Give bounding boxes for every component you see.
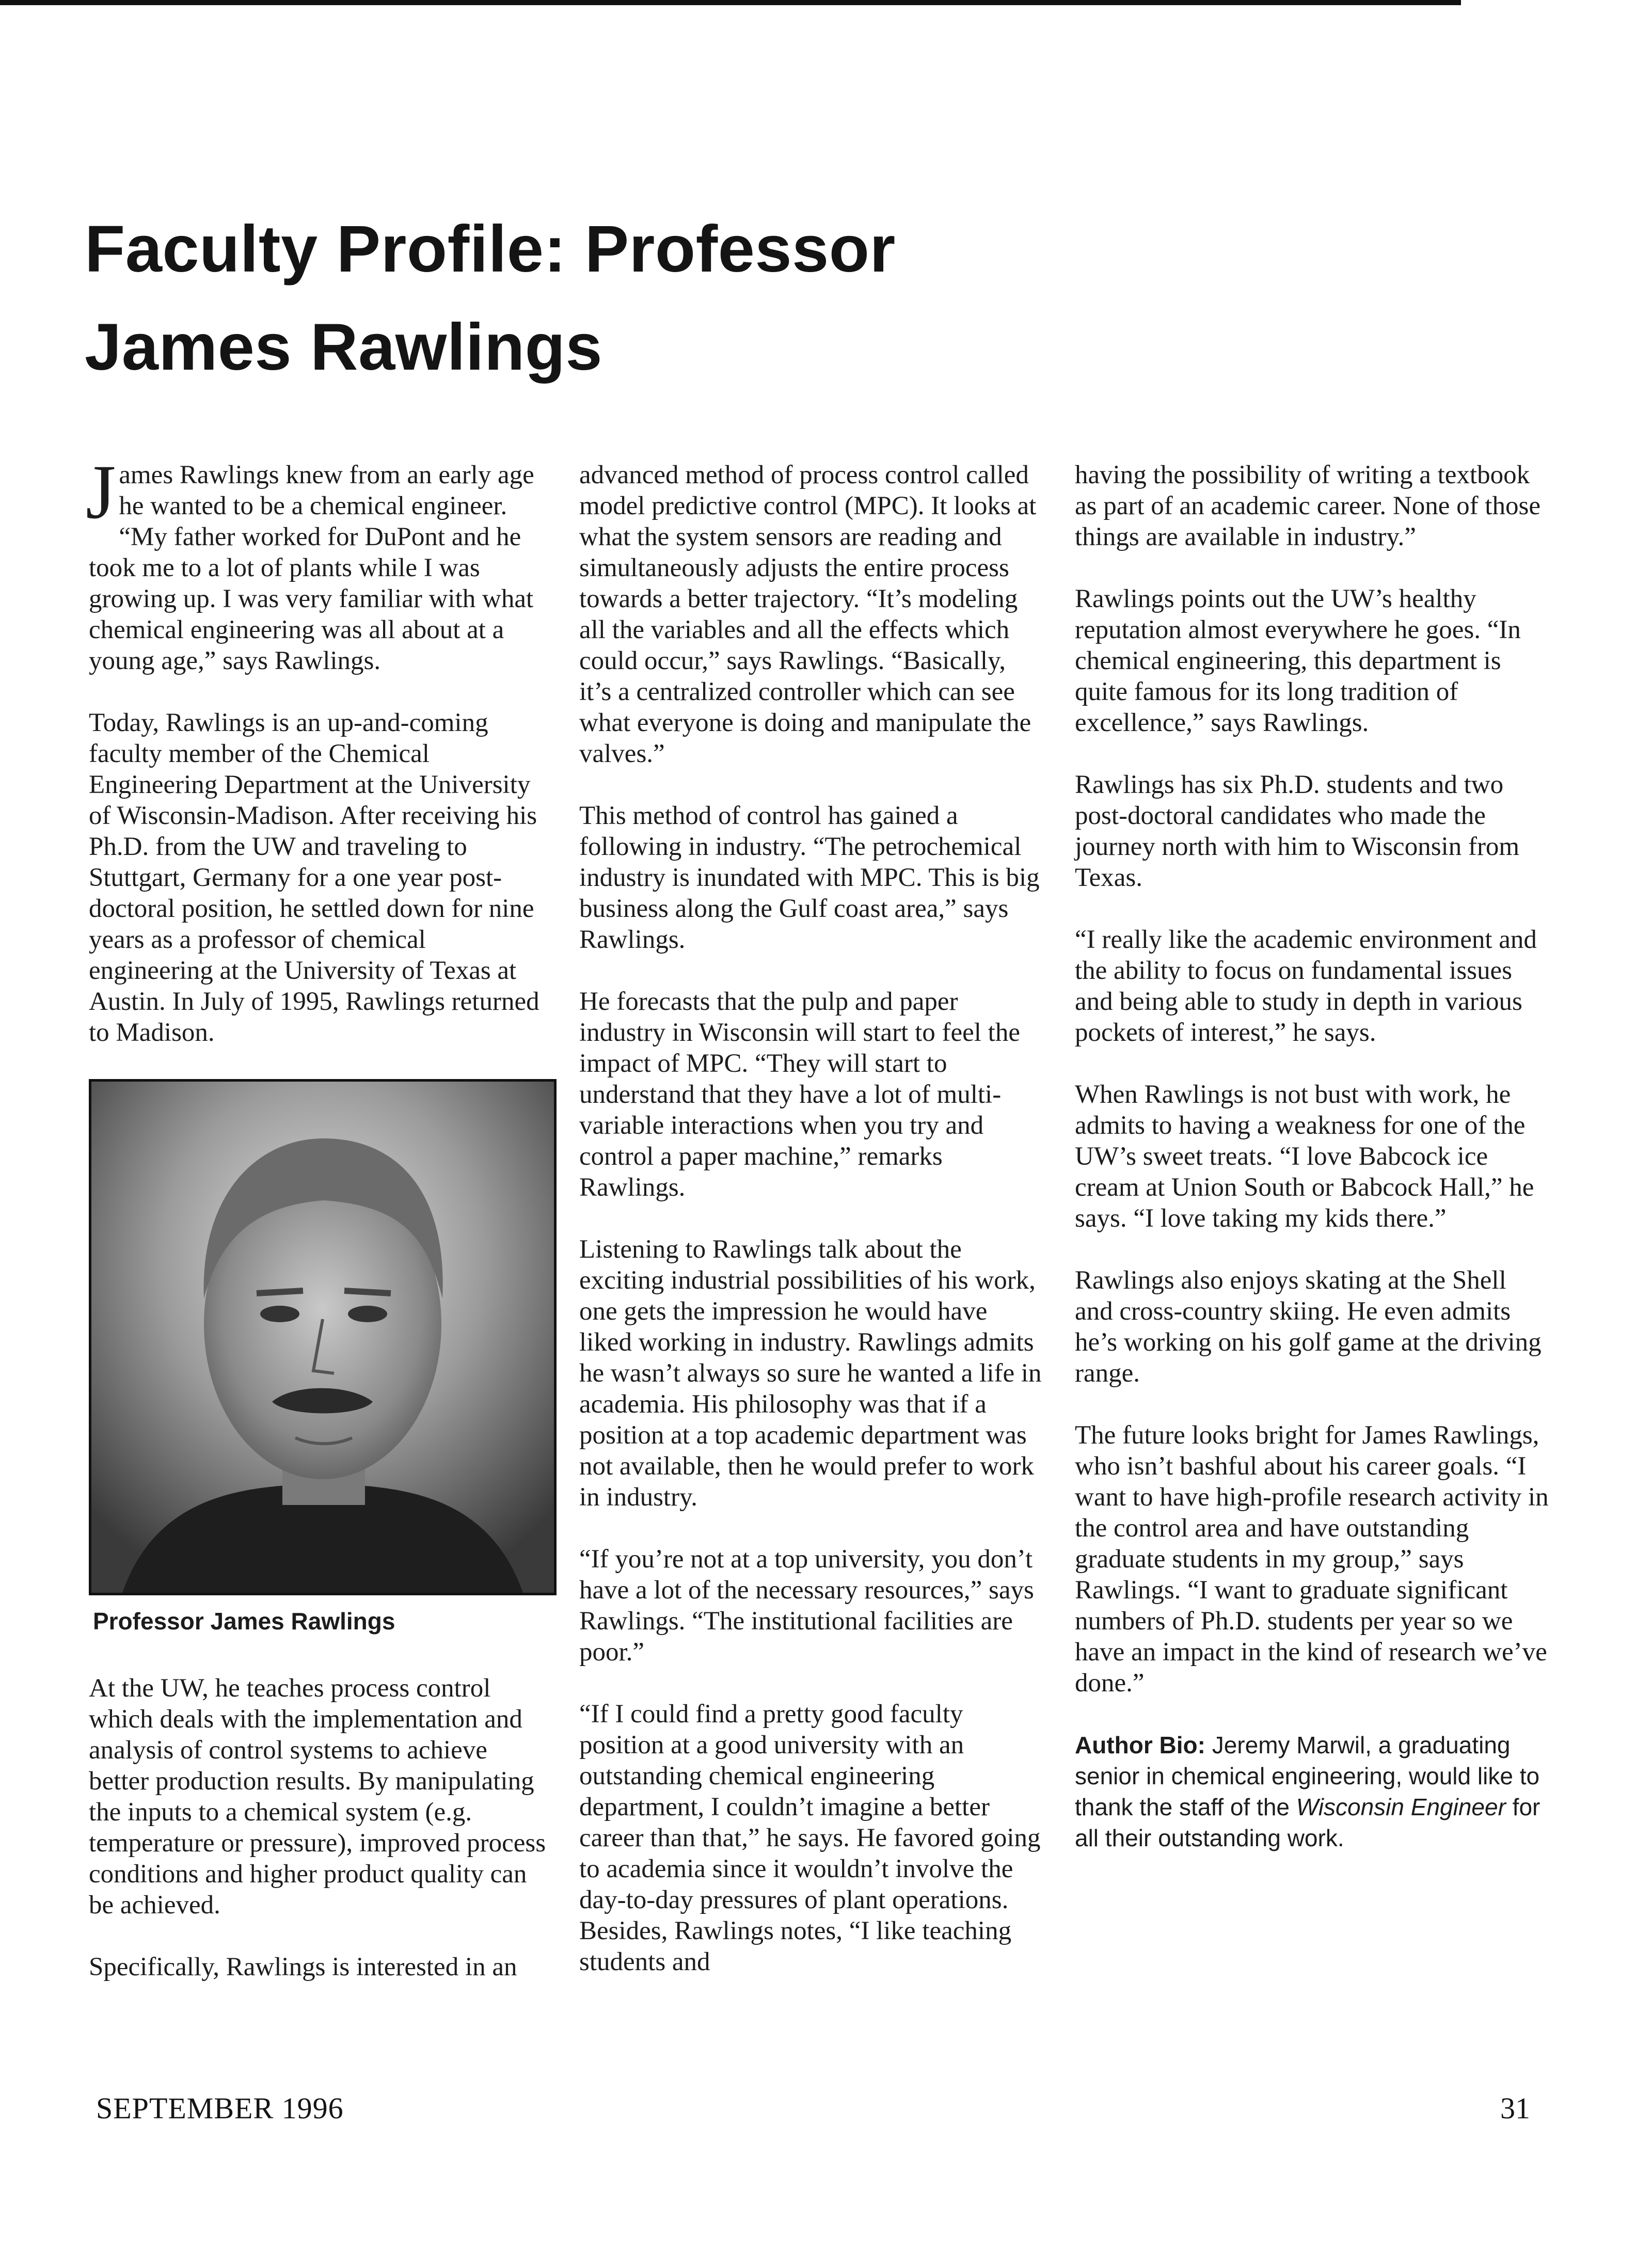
paragraph: “If you’re not at a top university, you don’t have a lot of the necessary resources,” says Rawlings. “The institutional facilities are poor.” xyxy=(579,1545,1034,1667)
paragraph-text: ames Rawlings knew from an early age he wanted to be a chemical engineer. “My father worked for DuPont and he took me to a lot of plants while I was growing up. I was very familiar with what chemical engineering was all about at a young age,” says Rawlings. xyxy=(89,461,534,675)
column-3 xyxy=(1075,459,1550,1853)
author-bio-text-end: for all their outstanding work. xyxy=(1075,1794,1540,1851)
page-number: 31 xyxy=(1500,2091,1530,2125)
author-bio-label: Author Bio: xyxy=(1075,1732,1205,1758)
author-bio-text: Jeremy Marwil, a graduating senior in chemical engineering, would like to thank the staff of the xyxy=(1075,1732,1540,1820)
paragraph: Rawlings points out the UW’s healthy reputation almost everywhere he goes. “In chemical engineering, this department is quite famous for its long tradition of excellence,” says Rawlings. xyxy=(1075,584,1521,737)
paragraph: Today, Rawlings is an up-and-coming faculty member of the Chemical Engineering Department at the University of Wisconsin-Madison. After receiving his Ph.D. from the UW and traveling to Stuttgart, Germany for a one year post-doctoral position, he settled down for nine years as a professor of chemical engineering at the University of Texas at Austin. In July of 1995, Rawlings returned to Madison. xyxy=(89,708,539,1047)
paragraph: Listening to Rawlings talk about the exciting industrial possibilities of his work, one gets the impression he would have liked working in industry. Rawlings admits he wasn’t always so sure he wanted a life in academia. His philosophy was that if a position at a top academic department was not available, then he would prefer to work in industry. xyxy=(579,1235,1042,1512)
paragraph: At the UW, he teaches process control which deals with the implementation and analysis of control systems to achieve better production results. By manipulating the inputs to a chemical system (e.g. temperature or pressure), improved process conditions and higher product quality can be achieved. xyxy=(89,1674,546,1920)
top-rule xyxy=(0,0,1461,5)
portrait-illustration xyxy=(91,1082,554,1593)
paragraph xyxy=(86,449,553,676)
drop-cap: J xyxy=(86,449,116,535)
publication-name: Wisconsin Engineer xyxy=(1296,1794,1506,1820)
paragraph: Rawlings also enjoys skating at the Shell and cross-country skiing. He even admits he’s working on his golf game at the driving range. xyxy=(1075,1266,1542,1388)
paragraph: Rawlings has six Ph.D. students and two post-doctoral candidates who made the journey north with him to Wisconsin from Texas. xyxy=(1075,770,1520,892)
photo-caption: Professor James Rawlings xyxy=(93,1608,395,1635)
column-2 xyxy=(579,459,1044,2008)
issue-date: SEPTEMBER 1996 xyxy=(96,2091,344,2125)
article-title: Faculty Profile: Professor James Rawlings xyxy=(85,212,896,384)
paragraph: The future looks bright for James Rawlings, who isn’t bashful about his career goals. “I want to have high-profile research activity in the control area and have outstanding graduate students in my group,” says Rawlings. “I want to graduate significant numbers of Ph.D. students per year so we have an impact in the kind of research we’ve done.” xyxy=(1075,1421,1549,1698)
column-1 xyxy=(86,449,553,2014)
paragraph: advanced method of process control called model predictive control (MPC). It looks at what the system sensors are reading and simultaneously adjusts the entire process towards a better trajectory. “It’s modeling all the variables and all the effects which could occur,” says Rawlings. “Basically, it’s a centralized controller which can see what everyone is doing and manipulate the valves.” xyxy=(579,461,1037,768)
paragraph: He forecasts that the pulp and paper industry in Wisconsin will start to feel the impact of MPC. “They will start to understand that they have a lot of multi-variable interactions when you try and control a paper machine,” remarks Rawlings. xyxy=(579,987,1020,1202)
paragraph: Specifically, Rawlings is interested in an xyxy=(89,1953,517,1981)
paragraph: “If I could find a pretty good faculty position at a good university with an outstanding chemical engineering department, I couldn’t imagine a better career than that,” he says. He favored going to academia since it wouldn’t involve the day-to-day pressures of plant operations. Besides, Rawlings notes, “I like teaching students and xyxy=(579,1700,1041,1976)
paragraph: having the possibility of writing a textbook as part of an academic career. None of those things are available in industry.” xyxy=(1075,461,1540,551)
author-bio xyxy=(1075,1730,1550,1853)
paragraph: This method of control has gained a following in industry. “The petrochemical industry is inundated with MPC. This is big business along the Gulf coast area,” says Rawlings. xyxy=(579,801,1040,954)
portrait-photo xyxy=(89,1079,557,1595)
paragraph: When Rawlings is not bust with work, he admits to having a weakness for one of the UW’s sweet treats. “I love Babcock ice cream at Union South or Babcock Hall,” he says. “I love taking my kids there.” xyxy=(1075,1080,1534,1233)
paragraph: “I really like the academic environment and the ability to focus on fundamental issues and being able to study in depth in various pockets of interest,” he says. xyxy=(1075,925,1537,1047)
